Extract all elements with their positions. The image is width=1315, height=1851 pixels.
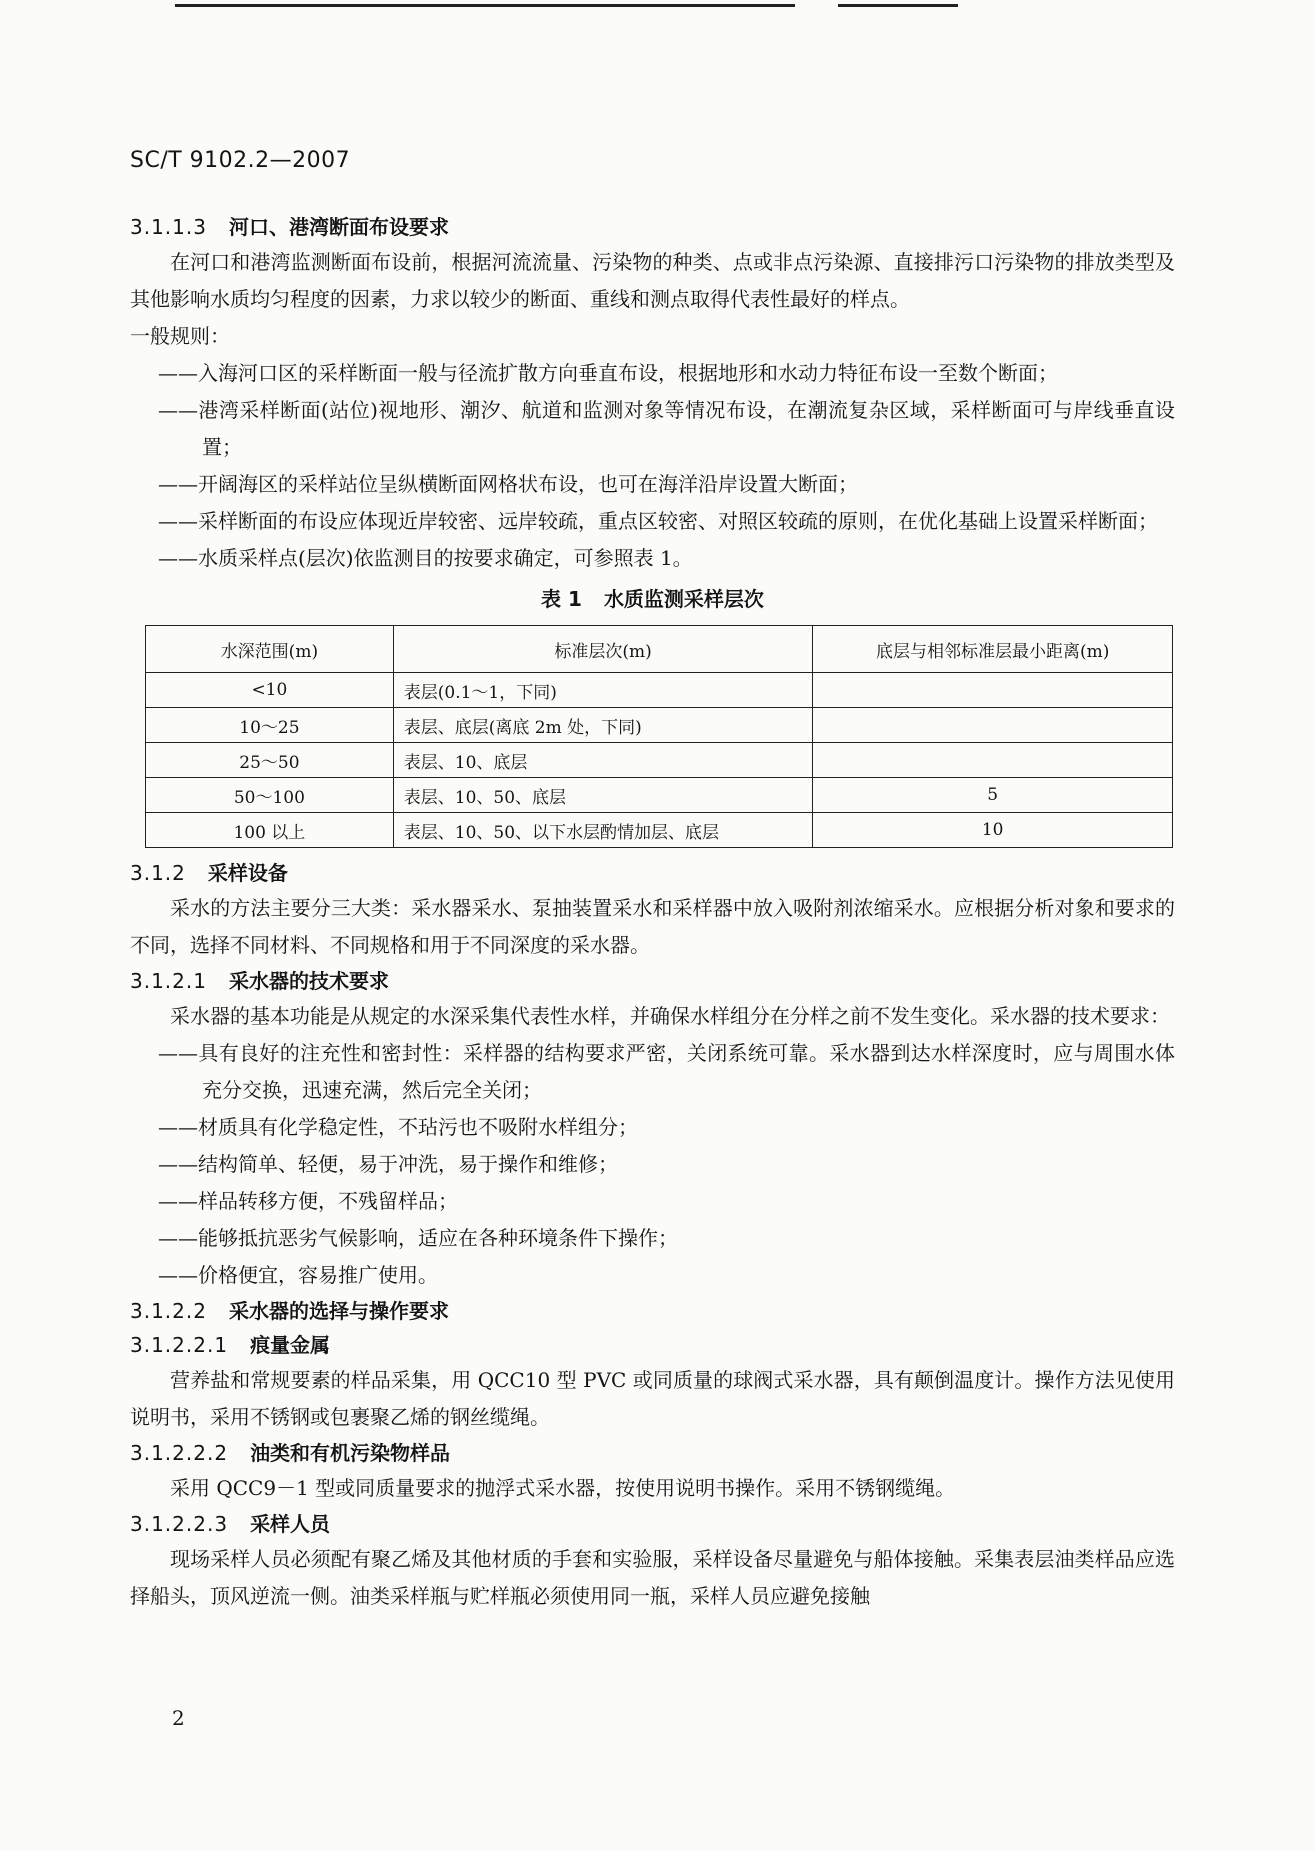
table-cell: 5 (813, 778, 1173, 813)
section-title: 采样设备 (207, 861, 288, 885)
column-header: 水深范围(m) (146, 626, 394, 673)
table-cell: 50～100 (146, 778, 394, 813)
table-caption (130, 579, 1175, 619)
paragraph: 现场采样人员必须配有聚乙烯及其他材质的手套和实验服，采样设备尽量避免与船体接触。采集表层油类样品应选择船头，顶风逆流一侧。油类采样瓶与贮样瓶必须使用同一瓶，采样人员应避免接触 (130, 1547, 1175, 1608)
table-header-row (146, 626, 1173, 673)
section-number: 3.1.1.3 (130, 215, 207, 239)
table-cell: 100 以上 (146, 813, 394, 848)
table-cell: 表层、10、底层 (393, 743, 813, 778)
paragraph: 在河口和港湾监测断面布设前，根据河流流量、污染物的种类、点或非点污染源、直接排污口污染物的排放类型及其他影响水质均匀程度的因素，力求以较少的断面、重线和测点取得代表性最好的样点。 (130, 250, 1175, 311)
table-title: 水质监测采样层次 (603, 587, 764, 611)
section-number: 3.1.2.2 (130, 1299, 207, 1323)
standard-code: SC/T 9102.2—2007 (130, 148, 351, 173)
section-title: 采样人员 (250, 1512, 331, 1536)
table-row (146, 813, 1173, 848)
list-item: ——价格便宜，容易推广使用。 (158, 1263, 438, 1287)
section-number: 3.1.2.2.2 (130, 1441, 229, 1465)
list-item: ——采样断面的布设应体现近岸较密、远岸较疏，重点区较密、对照区较疏的原则，在优化基础上设置采样断面； (158, 509, 1158, 533)
table-cell (813, 743, 1173, 778)
column-header: 底层与相邻标准层最小距离(m) (813, 626, 1173, 673)
heading-31221 (130, 1328, 1175, 1362)
section-number: 3.1.2 (130, 861, 186, 885)
table-label: 表 1 (541, 587, 582, 611)
heading-3122 (130, 1294, 1175, 1328)
list-item: ——材质具有化学稳定性，不玷污也不吸附水样组分； (158, 1115, 638, 1139)
section-number: 3.1.2.2.1 (130, 1333, 229, 1357)
table-row (146, 708, 1173, 743)
paragraph: 营养盐和常规要素的样品采集，用 QCC10 型 PVC 或同质量的球阀式采水器，具有颠倒温度计。操作方法见使用说明书，采用不锈钢或包裹聚乙烯的钢丝缆绳。 (130, 1368, 1175, 1429)
table-row (146, 673, 1173, 708)
paragraph: 采水的方法主要分三大类：采水器采水、泵抽装置采水和采样器中放入吸附剂浓缩采水。应根据分析对象和要求的不同，选择不同材料、不同规格和用于不同深度的采水器。 (130, 896, 1175, 957)
section-title: 河口、港湾断面布设要求 (228, 215, 449, 239)
table-cell: 10 (813, 813, 1173, 848)
table-cell: 表层、10、50、以下水层酌情加层、底层 (393, 813, 813, 848)
table-cell: 10～25 (146, 708, 394, 743)
section-title: 痕量金属 (250, 1333, 331, 1357)
sampling-depth-table (145, 625, 1173, 848)
list-item: ——结构简单、轻便，易于冲洗，易于操作和维修； (158, 1152, 618, 1176)
heading-312 (130, 856, 1175, 890)
rules-label: 一般规则： (130, 324, 230, 348)
page-content (130, 210, 1175, 1615)
paragraph: 采水器的基本功能是从规定的水深采集代表性水样，并确保水样组分在分样之前不发生变化。采水器的技术要求： (170, 1004, 1170, 1028)
column-header: 标准层次(m) (393, 626, 813, 673)
section-title: 采水器的技术要求 (228, 969, 389, 993)
list-item: ——具有良好的注充性和密封性：采样器的结构要求严密，关闭系统可靠。采水器到达水样深度时，应与周围水体充分交换，迅速充满，然后完全关闭； (158, 1041, 1175, 1102)
top-rule (175, 4, 795, 7)
list-item: ——开阔海区的采样站位呈纵横断面网格状布设，也可在海洋沿岸设置大断面； (158, 472, 858, 496)
page-number: 2 (172, 1706, 185, 1730)
heading-31223 (130, 1507, 1175, 1541)
section-number: 3.1.2.1 (130, 969, 207, 993)
section-title: 采水器的选择与操作要求 (228, 1299, 449, 1323)
list-item: ——能够抵抗恶劣气候影响，适应在各种环境条件下操作； (158, 1226, 678, 1250)
table-cell: <10 (146, 673, 394, 708)
table-cell: 25～50 (146, 743, 394, 778)
table-cell: 表层、底层(离底 2m 处，下同) (393, 708, 813, 743)
table-cell: 表层(0.1～1，下同) (393, 673, 813, 708)
top-rule-short (838, 4, 958, 7)
list-item: ——水质采样点(层次)依监测目的按要求确定，可参照表 1。 (158, 546, 693, 570)
list-item: ——港湾采样断面(站位)视地形、潮汐、航道和监测对象等情况布设，在潮流复杂区域，采样断面可与岸线垂直设置； (158, 398, 1175, 459)
section-number: 3.1.2.2.3 (130, 1512, 229, 1536)
heading-31222 (130, 1436, 1175, 1470)
section-title: 油类和有机污染物样品 (250, 1441, 451, 1465)
heading-3121 (130, 964, 1175, 998)
heading-3113 (130, 210, 1175, 244)
table-row (146, 778, 1173, 813)
list-item: ——入海河口区的采样断面一般与径流扩散方向垂直布设，根据地形和水动力特征布设一至数个断面； (158, 361, 1058, 385)
list-item: ——样品转移方便，不残留样品； (158, 1189, 458, 1213)
paragraph: 采用 QCC9－1 型或同质量要求的抛浮式采水器，按使用说明书操作。采用不锈钢缆绳。 (170, 1476, 956, 1500)
table-cell (813, 708, 1173, 743)
table-cell (813, 673, 1173, 708)
table-row (146, 743, 1173, 778)
table-cell: 表层、10、50、底层 (393, 778, 813, 813)
